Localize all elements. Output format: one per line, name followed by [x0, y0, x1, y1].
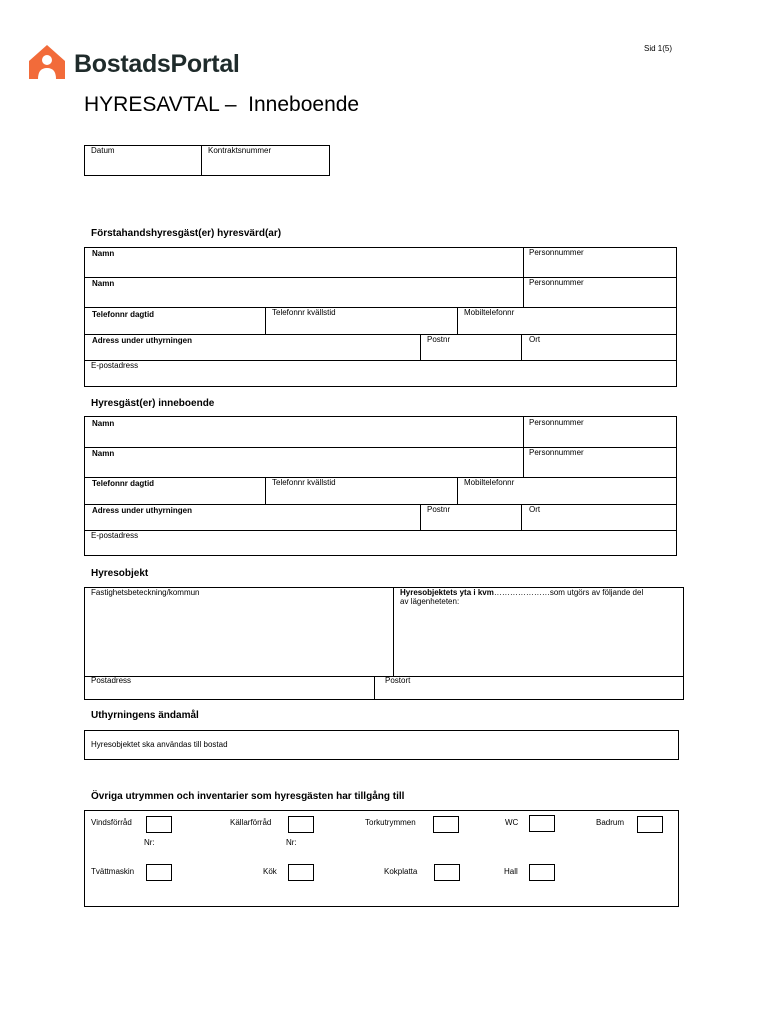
tenant-telefon-kvallstid[interactable]: Telefonnr kvällstid	[272, 478, 336, 487]
landlord-personnummer-2[interactable]: Personnummer	[529, 278, 584, 287]
fastighetsbeteckning-field[interactable]: Fastighetsbeteckning/kommun	[91, 588, 200, 597]
landlord-mobiltelefon[interactable]: Mobiltelefonnr	[464, 308, 515, 317]
badrum-checkbox[interactable]	[637, 816, 663, 833]
badrum-label: Badrum	[596, 818, 625, 827]
torkutrymmen-label: Torkutrymmen	[365, 818, 416, 827]
hyresobjekt-yta-field[interactable]: Hyresobjektets yta i kvm…………………som utgörs av följande del	[400, 588, 644, 597]
hyresobjekt-yta-line2: av lägenheteten:	[400, 597, 460, 606]
object-table	[84, 587, 684, 700]
tenant-adress[interactable]: Adress under uthyrningen	[92, 506, 193, 515]
tenant-telefon-dagtid[interactable]: Telefonnr dagtid	[92, 479, 155, 488]
kallarforrad-checkbox[interactable]	[288, 816, 314, 833]
house-person-icon	[27, 43, 67, 81]
vindsforrad-nr-field[interactable]: Nr:	[144, 838, 155, 847]
hall-label: Hall	[504, 867, 518, 876]
extras-heading: Övriga utrymmen och inventarier som hyresgästen har tillgång till	[91, 791, 405, 802]
tenant-table	[84, 416, 677, 556]
tenant-epost[interactable]: E-postadress	[91, 531, 139, 540]
kallarforrad-label: Källarförråd	[230, 818, 272, 827]
landlord-postnr[interactable]: Postnr	[427, 335, 451, 344]
datum-field[interactable]: Datum	[91, 146, 115, 155]
page-number: Sid 1(5)	[644, 44, 673, 53]
landlord-namn-2[interactable]: Namn	[92, 279, 115, 288]
landlord-telefon-dagtid[interactable]: Telefonnr dagtid	[92, 310, 155, 319]
logo-text: BostadsPortal	[74, 50, 240, 78]
kallarforrad-nr-field[interactable]: Nr:	[286, 838, 297, 847]
landlord-table	[84, 247, 677, 387]
postadress-field[interactable]: Postadress	[91, 676, 132, 685]
tenant-personnummer-1[interactable]: Personnummer	[529, 418, 584, 427]
tenant-ort[interactable]: Ort	[529, 505, 541, 514]
postort-field[interactable]: Postort	[385, 676, 411, 685]
purpose-heading: Uthyrningens ändamål	[91, 710, 199, 721]
landlord-personnummer-1[interactable]: Personnummer	[529, 248, 584, 257]
tenant-mobiltelefon[interactable]: Mobiltelefonnr	[464, 478, 515, 487]
landlord-epost[interactable]: E-postadress	[91, 361, 139, 370]
purpose-text[interactable]: Hyresobjektet ska användas till bostad	[91, 740, 228, 749]
kok-checkbox[interactable]	[288, 864, 314, 881]
vindsforrad-label: Vindsförråd	[91, 818, 132, 827]
date-contract-table	[84, 145, 330, 176]
kokplatta-checkbox[interactable]	[434, 864, 460, 881]
landlord-namn-1[interactable]: Namn	[92, 249, 115, 258]
tenant-heading: Hyresgäst(er) inneboende	[91, 398, 215, 409]
torkutrymmen-checkbox[interactable]	[433, 816, 459, 833]
kontraktsnummer-field[interactable]: Kontraktsnummer	[208, 146, 272, 155]
tenant-namn-2[interactable]: Namn	[92, 449, 115, 458]
kokplatta-label: Kokplatta	[384, 867, 418, 876]
page-title: HYRESAVTAL – Inneboende	[84, 93, 360, 116]
landlord-adress[interactable]: Adress under uthyrningen	[92, 336, 193, 345]
kok-label: Kök	[263, 867, 277, 876]
landlord-ort[interactable]: Ort	[529, 335, 541, 344]
tenant-namn-1[interactable]: Namn	[92, 419, 115, 428]
tenant-postnr[interactable]: Postnr	[427, 505, 451, 514]
landlord-heading: Förstahandshyresgäst(er) hyresvärd(ar)	[91, 228, 282, 239]
landlord-telefon-kvallstid[interactable]: Telefonnr kvällstid	[272, 308, 336, 317]
wc-label: WC	[505, 818, 519, 827]
tvattmaskin-checkbox[interactable]	[146, 864, 172, 881]
tenant-personnummer-2[interactable]: Personnummer	[529, 448, 584, 457]
vindsforrad-checkbox[interactable]	[146, 816, 172, 833]
tvattmaskin-label: Tvättmaskin	[91, 867, 135, 876]
hall-checkbox[interactable]	[529, 864, 555, 881]
wc-checkbox[interactable]	[529, 815, 555, 832]
object-heading: Hyresobjekt	[91, 568, 149, 579]
